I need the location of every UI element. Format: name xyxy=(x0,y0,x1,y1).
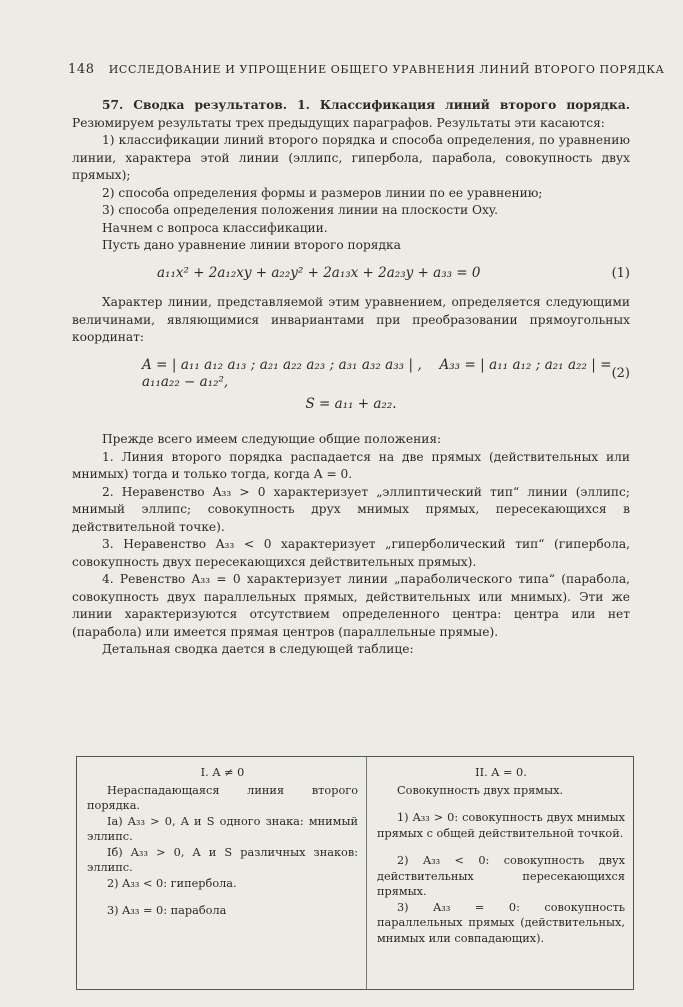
proposition-2: 2. Неравенство A₃₃ > 0 характеризует „эллиптический тип“ линии (эллипс; мнимый эллипс; совокупность друх мнимых прямых, пересекающихся в действительной точке). xyxy=(72,484,630,534)
right-row-1: 1) A₃₃ > 0: совокупность двух мнимых прямых с общей действительной точкой. xyxy=(377,811,625,840)
left-row-1: Ia) A₃₃ > 0, A и S одного знака: мнимый эллипс. xyxy=(87,814,358,843)
begin-paragraph: Начнем с вопроса классификации. xyxy=(102,220,328,235)
equation-2 xyxy=(72,357,630,392)
page-number: 148 xyxy=(68,62,95,77)
list-item-3: 3) способа определения положения линии на плоскости Oxy. xyxy=(102,203,498,217)
general-paragraph: Прежде всего имеем следующие общие положения: xyxy=(102,432,442,446)
right-title: II. A = 0. xyxy=(475,766,527,779)
left-title: I. A ≠ 0 xyxy=(200,766,245,779)
proposition-4: 4. Ревенство A₃₃ = 0 характеризует линии „параболического типа“ (парабола, совокупность двух параллельных прямых, действительных или мнимых). Эти же линии характеризуются отсутствием определенного центра: центра или нет (парабола) или имеется прямая центров (параллельные прямые). xyxy=(72,572,630,639)
given-paragraph: Пусть дано уравнение линии второго порядка xyxy=(102,238,401,252)
list-item-1: 1) классификации линий второго порядка и способа определения, по уравнению линии, характера этой линии (эллипс, гипербола, парабола, совокупность двух прямых); xyxy=(72,133,630,182)
equation-3: S = a₁₁ + a₂₂. xyxy=(305,395,397,412)
determinant-a: A = | a₁₁ a₁₂ a₁₃ ; a₂₁ a₂₂ a₂₃ ; a₃₁ a₃₂ a₃₃ | , xyxy=(142,356,422,373)
table-column-right xyxy=(367,757,633,989)
equation-2-number: (2) xyxy=(611,366,630,382)
right-row-2: 2) A₃₃ < 0: совокупность двух действительных пересекающихся прямых. xyxy=(377,854,625,898)
right-subtitle: Совокупность двух прямых. xyxy=(397,783,564,797)
equation-1 xyxy=(72,265,630,283)
table-intro: Детальная сводка дается в следующей таблице: xyxy=(102,642,414,656)
section-heading: 57. Сводка результатов. 1. Классификация линий второго порядка. xyxy=(102,98,630,112)
section-paragraph xyxy=(72,97,630,132)
left-row-4: 3) A₃₃ = 0: парабола xyxy=(107,904,227,917)
determinant-a33: A₃₃ = | a₁₁ a₁₂ ; a₂₁ a₂₂ | = a₁₁a₂₂ − a₁₂², xyxy=(142,356,612,390)
left-subtitle: Нераспадающаяся линия второго порядка. xyxy=(87,783,358,812)
summary-table xyxy=(76,756,634,990)
equation-2-body xyxy=(142,357,612,392)
proposition-3: 3. Неравенство A₃₃ < 0 характеризует „гиперболический тип“ (гипербола, совокупность двух пересекающихся действительных прямых). xyxy=(72,537,630,569)
section-intro: Резюмируем результаты трех предыдущих параграфов. Результаты эти касаются: xyxy=(72,115,605,130)
list-item-2: 2) способа определения формы и размеров линии по ее уравнению; xyxy=(102,185,543,200)
character-paragraph: Характер линии, представляемой этим уравнением, определяется следующими величинами, являющимися инвариантами при преобразовании прямоугольных координат: xyxy=(72,295,630,344)
running-header xyxy=(68,62,665,77)
left-row-3: 2) A₃₃ < 0: гипербола. xyxy=(107,876,237,890)
left-row-2: Iб) A₃₃ > 0, A и S различных знаков: эллипс. xyxy=(87,845,358,874)
running-title: ИССЛЕДОВАНИЕ И УПРОЩЕНИЕ ОБЩЕГО УРАВНЕНИЯ ЛИНИЙ ВТОРОГО ПОРЯДКА xyxy=(108,63,665,76)
page-body xyxy=(72,97,630,659)
right-row-3: 3) A₃₃ = 0: совокупность параллельных прямых (действительных, мнимых или совпадающих). xyxy=(377,900,625,945)
table-column-left xyxy=(77,757,367,989)
proposition-1: 1. Линия второго порядка распадается на две прямых (действительных или мнимых) тогда и только тогда, когда A = 0. xyxy=(72,449,630,481)
equation-1-body: a₁₁x² + 2a₁₂xy + a₂₂y² + 2a₁₃x + 2a₂₃y + a₃₃ = 0 xyxy=(157,264,481,281)
equation-1-number: (1) xyxy=(611,265,630,281)
